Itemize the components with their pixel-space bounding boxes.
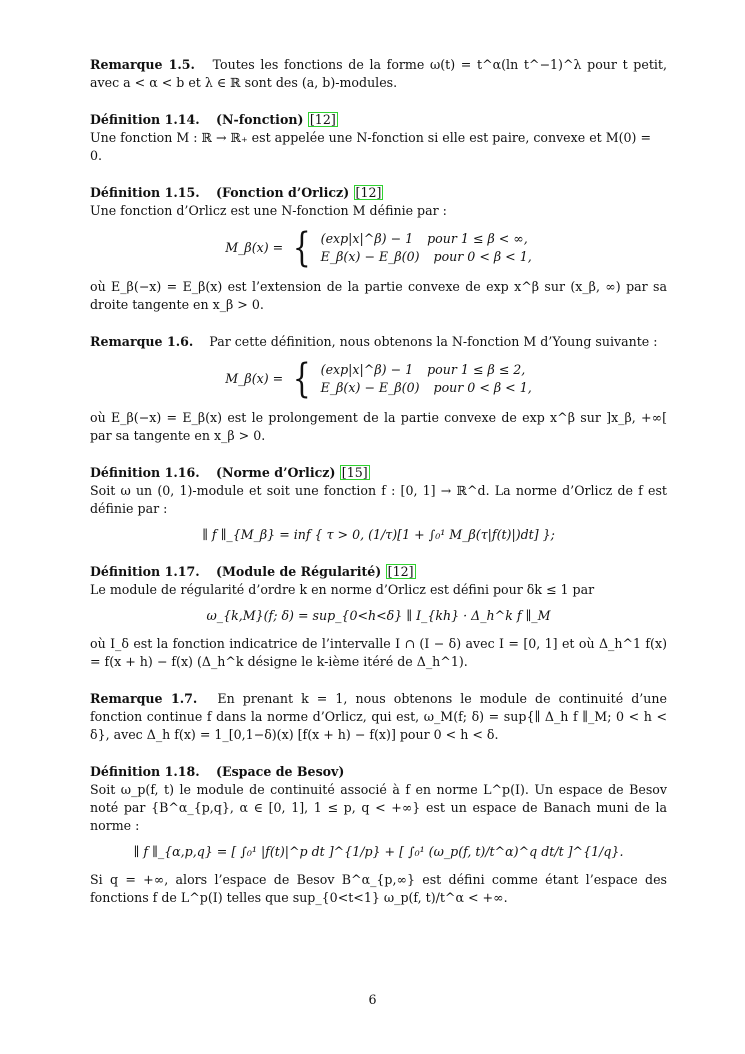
definition-heading: [90, 563, 667, 581]
definition-text: Soit ω_p(f, t) le module de continuité associé à f en norme L^p(I). Un espace de Besov noté par {B^α_{p,q}, α ∈ [0, 1], 1 ≤ p, q < +∞} est un espace de Banach muni de la norme :: [90, 782, 667, 833]
case-1-expr: (exp|x|^β) − 1: [320, 362, 414, 377]
definition-number: Définition 1.16.: [90, 465, 200, 480]
case-2-cond: pour 0 < β < 1,: [433, 249, 532, 264]
equation-besov-norm: ∥ f ∥_{α,p,q} = [ ∫₀¹ |f(t)|^p dt ]^{1/p} + [ ∫₀¹ (ω_p(f, t)/t^α)^q dt/t ]^{1/q}.: [133, 844, 624, 859]
equation-cases: [321, 230, 532, 266]
remark-number: Remarque 1.7.: [90, 691, 198, 706]
definition-title: (Norme d’Orlicz): [216, 465, 336, 480]
definition-title: (Espace de Besov): [216, 764, 345, 779]
definition-after-text: Si q = +∞, alors l’espace de Besov B^α_{p,∞} est défini comme étant l’espace des fonctions f de L^p(I) telles que sup_{0<t<1} ω_p(f, t)/t^α < +∞.: [90, 872, 667, 905]
citation-link[interactable]: [15]: [341, 465, 368, 480]
definition-text: Une fonction M : ℝ → ℝ₊ est appelée une N-fonction si elle est paire, convexe et M(0) = 0.: [90, 130, 651, 163]
definition-after-text: où E_β(−x) = E_β(x) est l’extension de la partie convexe de exp x^β sur (x_β, ∞) par sa droite tangente en x_β > 0.: [90, 279, 667, 312]
definition-1-14: [90, 111, 667, 165]
definition-heading: [90, 763, 667, 781]
citation-link[interactable]: [12]: [309, 112, 336, 127]
remark-1-5: [90, 56, 667, 92]
definition-text: Le module de régularité d’ordre k en norme d’Orlicz est défini pour δk ≤ 1 par: [90, 582, 595, 597]
remark-text: En prenant k = 1, nous obtenons le module de continuité d’une fonction continue f dans la norme d’Orlicz, qui est, ω_M(f; δ) = sup{∥ Δ_h f ∥_M; 0 < h < δ}, avec Δ_h f(x) = 1_[0,1−δ)(x) [f(x + h) − f(x)] pour 0 < h < δ.: [90, 691, 667, 742]
definition-title: (Fonction d’Orlicz): [216, 185, 350, 200]
page-number: 6: [368, 992, 377, 1007]
definition-after-text: où I_δ est la fonction indicatrice de l’intervalle I ∩ (I − δ) avec I = [0, 1] et où Δ_h^1 f(x) = f(x + h) − f(x) (Δ_h^k désigne le k-ième itéré de Δ_h^1).: [90, 636, 667, 669]
document-body: [90, 56, 667, 926]
remark-1-7: [90, 690, 667, 744]
equation-orlicz-function: [90, 225, 667, 271]
definition-number: Définition 1.17.: [90, 564, 200, 579]
equation-orlicz-norm: ∥ f ∥_{M_β} = inf { τ > 0, (1/τ)[1 + ∫₀¹ M_β(τ|f(t)|)dt] };: [202, 527, 555, 542]
definition-heading: [90, 111, 667, 129]
case-1-cond: pour 1 ≤ β ≤ 2,: [427, 362, 526, 377]
definition-title: (Module de Régularité): [216, 564, 382, 579]
citation-link[interactable]: [12]: [355, 185, 382, 200]
definition-1-15: [90, 184, 667, 314]
remark-text: Par cette définition, nous obtenons la N-fonction M d’Young suivante :: [209, 334, 658, 349]
remark-number: Remarque 1.6.: [90, 334, 194, 349]
case-2-expr: E_β(x) − E_β(0): [320, 380, 420, 395]
citation-link[interactable]: [12]: [387, 564, 414, 579]
definition-1-17: [90, 563, 667, 671]
definition-number: Définition 1.14.: [90, 112, 200, 127]
definition-number: Définition 1.15.: [90, 185, 200, 200]
remark-text: Toutes les fonctions de la forme ω(t) = t^α(ln t^−1)^λ pour t petit, avec a < α < b et λ ∈ ℝ sont des (a, b)-modules.: [90, 57, 667, 90]
equation-lhs: M_β(x) =: [225, 371, 284, 386]
definition-1-18: [90, 763, 667, 907]
definition-1-16: [90, 464, 667, 544]
definition-text: Une fonction d’Orlicz est une N-fonction M définie par :: [90, 203, 447, 218]
case-2-cond: pour 0 < β < 1,: [433, 380, 532, 395]
equation-lhs: M_β(x) =: [225, 240, 284, 255]
remark-number: Remarque 1.5.: [90, 57, 195, 72]
equation-regularity-modulus: ω_{k,M}(f; δ) = sup_{0<h<δ} ∥ I_{kh} · Δ_h^k f ∥_M: [206, 608, 551, 623]
remark-1-6: [90, 333, 667, 445]
definition-heading: [90, 184, 667, 202]
case-1-expr: (exp|x|^β) − 1: [320, 231, 414, 246]
case-1-cond: pour 1 ≤ β < ∞,: [427, 231, 528, 246]
left-brace-symbol: {: [293, 356, 311, 402]
remark-after-text: où E_β(−x) = E_β(x) est le prolongement de la partie convexe de exp x^β sur ]x_β, +∞[ par sa tangente en x_β > 0.: [90, 410, 667, 443]
definition-number: Définition 1.18.: [90, 764, 200, 779]
definition-text: Soit ω un (0, 1)-module et soit une fonction f : [0, 1] → ℝ^d. La norme d’Orlicz de f est définie par :: [90, 483, 667, 516]
equation-cases: [321, 361, 532, 397]
definition-title: (N-fonction): [216, 112, 304, 127]
left-brace-symbol: {: [293, 225, 311, 271]
case-2-expr: E_β(x) − E_β(0): [320, 249, 420, 264]
equation-young-function: [90, 356, 667, 402]
definition-heading: [90, 464, 667, 482]
